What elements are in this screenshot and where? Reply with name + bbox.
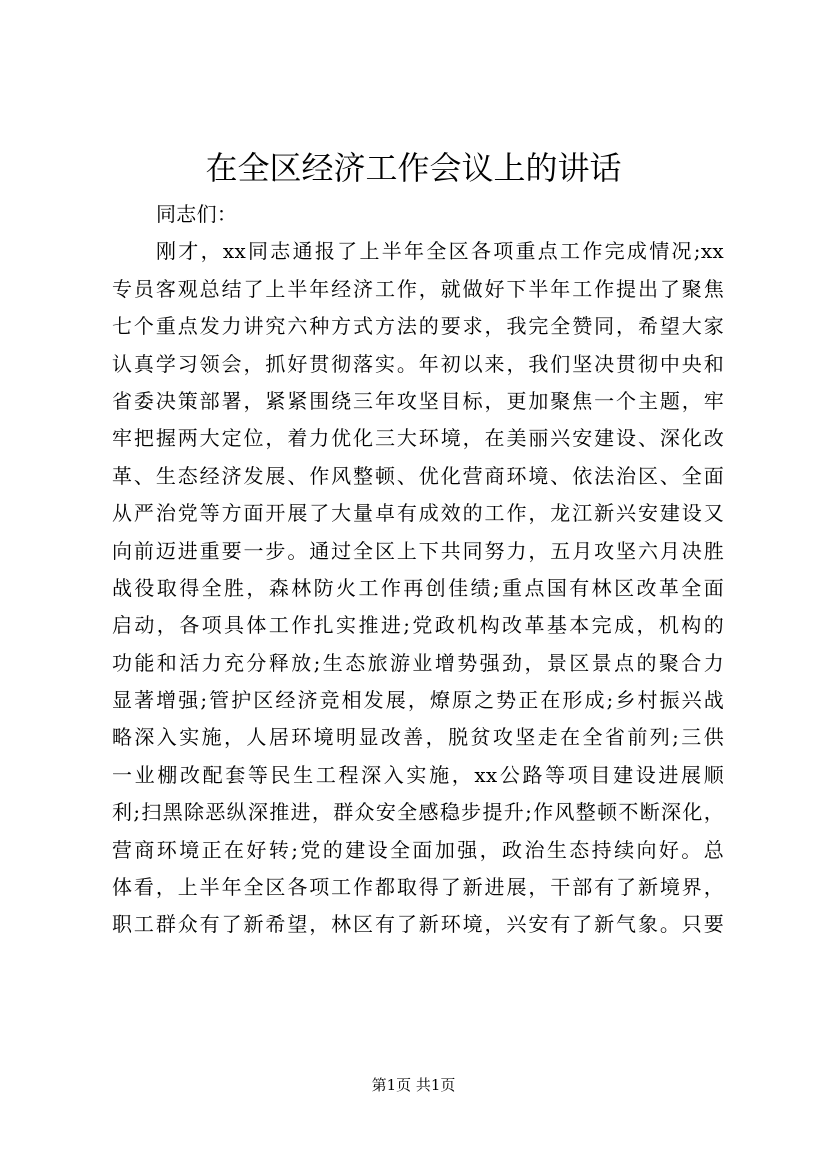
paragraph-line: 省委决策部署，紧紧围绕三年攻坚目标，更加聚焦一个主题，牢 <box>112 388 724 413</box>
paragraph-line: 专员客观总结了上半年经济工作，就做好下半年工作提出了聚焦 <box>112 276 724 301</box>
paragraph-line: 认真学习领会，抓好贯彻落实。年初以来，我们坚决贯彻中央和 <box>112 351 724 376</box>
paragraph-line: 从严治党等方面开展了大量卓有成效的工作，龙江新兴安建设又 <box>112 501 724 526</box>
paragraph-line: 七个重点发力讲究六种方式方法的要求，我完全赞同，希望大家 <box>112 314 724 339</box>
paragraph-line: 向前迈进重要一步。通过全区上下共同努力，五月攻坚六月决胜 <box>112 538 724 563</box>
paragraph-line: 战役取得全胜，森林防火工作再创佳绩;重点国有林区改革全面 <box>112 575 724 600</box>
greeting-line: 同志们： <box>156 202 238 226</box>
document-body <box>112 196 724 944</box>
paragraph-line: 刚才，xx同志通报了上半年全区各项重点工作完成情况;xx <box>156 239 724 264</box>
paragraph-line: 革、生态经济发展、作风整顿、优化营商环境、依法治区、全面 <box>112 463 724 488</box>
paragraph-line: 启动，各项具体工作扎实推进;党政机构改革基本完成，机构的 <box>112 613 724 638</box>
paragraph-line: 营商环境正在好转;党的建设全面加强，政治生态持续向好。总 <box>112 837 724 862</box>
paragraph-line: 牢把握两大定位，着力优化三大环境，在美丽兴安建设、深化改 <box>112 426 724 451</box>
paragraph-line: 职工群众有了新希望，林区有了新环境，兴安有了新气象。只要 <box>112 912 724 937</box>
paragraph-line: 略深入实施，人居环境明显改善，脱贫攻坚走在全省前列;三供 <box>112 725 724 750</box>
paragraph-line: 利;扫黑除恶纵深推进，群众安全感稳步提升;作风整顿不断深化， <box>112 800 724 825</box>
document-title: 在全区经济工作会议上的讲话 <box>205 149 622 187</box>
paragraph-line: 体看，上半年全区各项工作都取得了新进展，干部有了新境界， <box>112 875 724 900</box>
paragraph-line: 一业棚改配套等民生工程深入实施，xx公路等项目建设进展顺 <box>112 762 724 787</box>
paragraph-line: 功能和活力充分释放;生态旅游业增势强劲，景区景点的聚合力 <box>112 650 724 675</box>
paragraph-line: 显著增强;管护区经济竞相发展，燎原之势正在形成;乡村振兴战 <box>112 688 724 713</box>
page-number-footer: 第1页 共1页 <box>371 1076 456 1094</box>
